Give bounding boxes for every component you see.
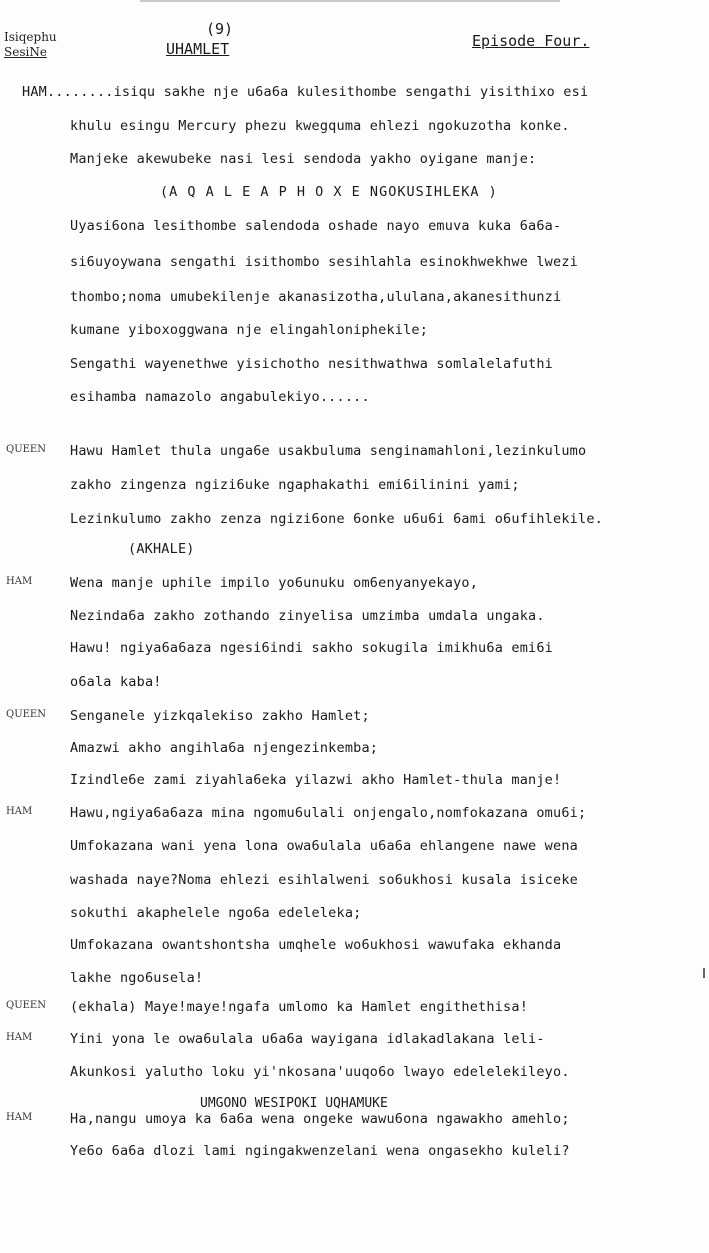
stage-direction-1: (A Q A L E A P H O X E NGOKUSIHLEKA )	[160, 184, 498, 200]
script-line-1: HAM........isiqu sakhe nje u6a6a kulesithombe sengathi yisithixo esi	[22, 84, 589, 100]
page-number: (9)	[206, 20, 234, 38]
script-line-28: (ekhala) Maye!maye!ngafa umlomo ka Hamlet engithethisa!	[70, 999, 529, 1015]
script-line-8: kumane yiboxoggwana nje elingahloniphekile;	[70, 322, 429, 338]
side-tag-line-1: Isiqephu	[4, 30, 57, 44]
script-line-10: esihamba namazolo angabulekiyo......	[70, 389, 370, 405]
script-line-18: o6ala kaba!	[70, 674, 162, 690]
margin-mark	[703, 968, 705, 978]
script-line-27: lakhe ngo6usela!	[70, 970, 204, 986]
speaker-queen: QUEEN	[6, 444, 46, 455]
script-line-25: sokuthi akaphelele ngo6a edeleleka;	[70, 905, 362, 921]
script-line-26: Umfokazana owantshontsha umqhele wo6ukhosi wawufaka ekhanda	[70, 937, 562, 953]
script-line-31: Ha,nangu umoya ka 6a6a wena ongeke wawu6ona ngawakho amehlo;	[70, 1111, 570, 1127]
speaker-ham: HAM	[6, 1032, 33, 1043]
speaker-ham: HAM	[6, 1112, 33, 1123]
script-line-17: Hawu! ngiya6a6aza ngesi6indi sakho sokugila imikhu6a emi6i	[70, 640, 554, 656]
script-line-5: Uyasi6ona lesithombe salendoda oshade nayo emuva kuka 6a6a-	[70, 218, 562, 234]
speaker-ham: HAM	[6, 576, 33, 587]
script-line-12: zakho zingenza ngizi6uke ngaphakathi emi6ilinini yami;	[70, 477, 520, 493]
script-line-20: Amazwi akho angihla6a njengezinkemba;	[70, 740, 379, 756]
script-line-13: Lezinkulumo zakho zenza ngizi6one 6onke u6u6i 6ami o6ufihlekile.	[70, 511, 603, 527]
speaker-queen: QUEEN	[6, 709, 46, 720]
page-title: UHAMLET	[166, 40, 230, 58]
stage-direction-2: (AKHALE)	[128, 541, 195, 557]
top-edge-shadow	[140, 0, 560, 2]
script-line-7: thombo;noma umubekilenje akanasizotha,ululana,akanesithunzi	[70, 289, 562, 305]
script-line-32: Ye6o 6a6a dlozi lami ngingakwenzelani wena ongasekho kuleli?	[70, 1143, 570, 1159]
script-line-3: Manjeke akewubeke nasi lesi sendoda yakho oyigane manje:	[70, 151, 537, 167]
episode-side-tag	[4, 30, 57, 60]
script-line-16: Nezinda6a zakho zothando zinyelisa umzimba umdala ungaka.	[70, 608, 545, 624]
script-line-30: Akunkosi yalutho loku yi'nkosana'uuqo6o lwayo edelelekileyo.	[70, 1064, 570, 1080]
script-line-24: washada naye?Noma ehlezi esihlalweni so6ukhosi kusala isiceke	[70, 872, 578, 888]
script-line-21: Izindle6e zami ziyahla6eka yilazwi akho Hamlet-thula manje!	[70, 772, 562, 788]
episode-label: Episode Four.	[472, 32, 590, 50]
script-line-9: Sengathi wayenethwe yisichotho nesithwathwa somlalelafuthi	[70, 356, 554, 372]
script-line-6: si6uyoywana sengathi isithombo sesihlahla esinokhwekhwe lwezi	[70, 254, 578, 270]
script-line-29: Yini yona le owa6ulala u6a6a wayigana idlakadlakana leli-	[70, 1031, 545, 1047]
side-tag-line-2: SesiNe	[4, 45, 47, 59]
stage-direction-overlay: UMGONO WESIPOKI UQHAMUKE	[200, 1096, 388, 1111]
script-line-11: Hawu Hamlet thula unga6e usakbuluma senginamahloni,lezinkulumo	[70, 443, 587, 459]
script-line-22: Hawu,ngiya6a6aza mina ngomu6ulali onjengalo,nomfokazana omu6i;	[70, 805, 587, 821]
script-line-2: khulu esingu Mercury phezu kwegquma ehlezi ngokuzotha konke.	[70, 118, 570, 134]
script-line-15: Wena manje uphile impilo yo6unuku om6enyanyekayo,	[70, 575, 479, 591]
speaker-queen: QUEEN	[6, 1000, 46, 1011]
script-line-19: Senganele yizkqalekiso zakho Hamlet;	[70, 708, 370, 724]
script-line-23: Umfokazana wani yena lona owa6ulala u6a6a ehlangene nawe wena	[70, 838, 578, 854]
speaker-ham: HAM	[6, 806, 33, 817]
